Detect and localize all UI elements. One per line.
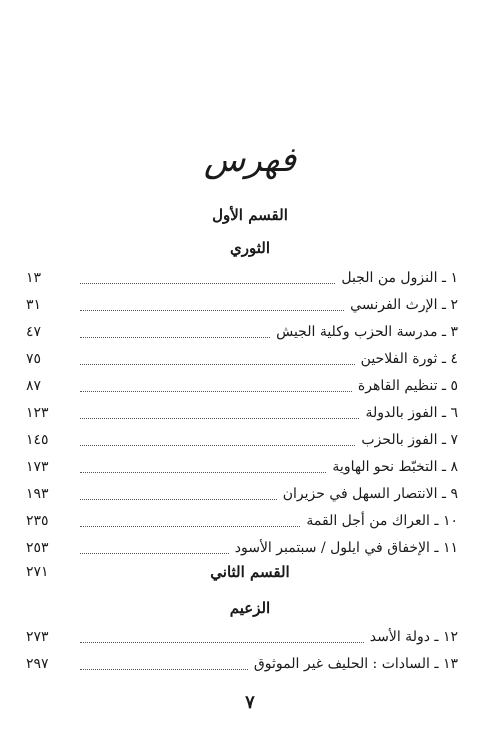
entry-title: ٧ ـ الفوز بالحزب	[361, 432, 458, 448]
entry-page-number: ٢٣٥	[26, 513, 49, 529]
entry-title: ١٢ ـ دولة الأسد	[369, 629, 458, 645]
entry-title: ٥ ـ تنظيم القاهرة	[357, 378, 458, 394]
entry-title: ١٣ ـ السادات : الحليف غير الموثوق	[253, 656, 458, 672]
entry-title: ٢ ـ الإرث الفرنسي	[350, 297, 458, 313]
entry-page-number: ١٢٣	[26, 405, 49, 421]
toc-entry[interactable]	[26, 509, 458, 533]
toc-entry[interactable]	[26, 652, 458, 676]
dot-leader	[80, 526, 300, 527]
dot-leader	[80, 418, 359, 419]
dot-leader	[80, 499, 277, 500]
entry-title: ١١ ـ الإخفاق في ايلول / سبتمبر الأسود	[234, 540, 458, 556]
entry-title: ٩ ـ الانتصار السهل في حزيران	[282, 486, 458, 502]
section-heading: الثوري	[230, 239, 270, 257]
entry-page-number: ١٤٥	[26, 432, 49, 448]
entry-title: ٣ ـ مدرسة الحزب وكلية الجيش	[276, 324, 458, 340]
entry-page-number: ١٧٣	[26, 459, 49, 475]
toc-entry[interactable]	[26, 374, 458, 398]
entry-title: ١٠ ـ العراك من أجل القمة	[306, 513, 458, 529]
toc-title: فهرس	[203, 140, 297, 180]
entry-page-number: ٢٩٧	[26, 656, 49, 672]
section-heading: الزعيم	[229, 599, 271, 617]
dot-leader	[80, 337, 270, 338]
dot-leader	[80, 642, 364, 643]
entry-page-number: ٤٧	[26, 324, 42, 340]
toc-entry[interactable]	[26, 401, 458, 425]
entry-page-number: ٨٧	[26, 378, 42, 394]
entry-page-number: ١٩٣	[26, 486, 49, 502]
part-heading: القسم الثاني	[210, 563, 290, 581]
entry-title: ٨ ـ التخبّط نحو الهاوية	[332, 459, 458, 475]
entry-page-number: ٢٧٣	[26, 629, 49, 645]
toc-entry[interactable]	[26, 266, 458, 290]
toc-entry[interactable]	[26, 482, 458, 506]
dot-leader	[80, 445, 355, 446]
entry-page-number: ٧٥	[26, 351, 42, 367]
page-folio: ٧	[245, 692, 255, 713]
toc-entry[interactable]	[26, 320, 458, 344]
entry-title: ١ ـ النزول من الجبل	[341, 270, 458, 286]
dot-leader	[80, 553, 229, 554]
dot-leader	[80, 391, 352, 392]
toc-entry[interactable]	[26, 293, 458, 317]
dot-leader	[80, 669, 248, 670]
part-heading: القسم الأول	[212, 206, 288, 224]
part-page-number: ٢٧١	[26, 564, 49, 580]
toc-entry[interactable]	[26, 347, 458, 371]
entry-title: ٦ ـ الفوز بالدولة	[365, 405, 458, 421]
toc-entry[interactable]	[26, 536, 458, 560]
dot-leader	[80, 310, 344, 311]
dot-leader	[80, 364, 355, 365]
entry-page-number: ١٣	[26, 270, 42, 286]
entry-page-number: ٢٥٣	[26, 540, 49, 556]
dot-leader	[80, 283, 335, 284]
toc-entry[interactable]	[26, 625, 458, 649]
toc-entry[interactable]	[26, 428, 458, 452]
toc-entry[interactable]	[26, 455, 458, 479]
dot-leader	[80, 472, 326, 473]
entry-title: ٤ ـ ثورة الفلاحين	[360, 351, 458, 367]
entry-page-number: ٣١	[26, 297, 42, 313]
